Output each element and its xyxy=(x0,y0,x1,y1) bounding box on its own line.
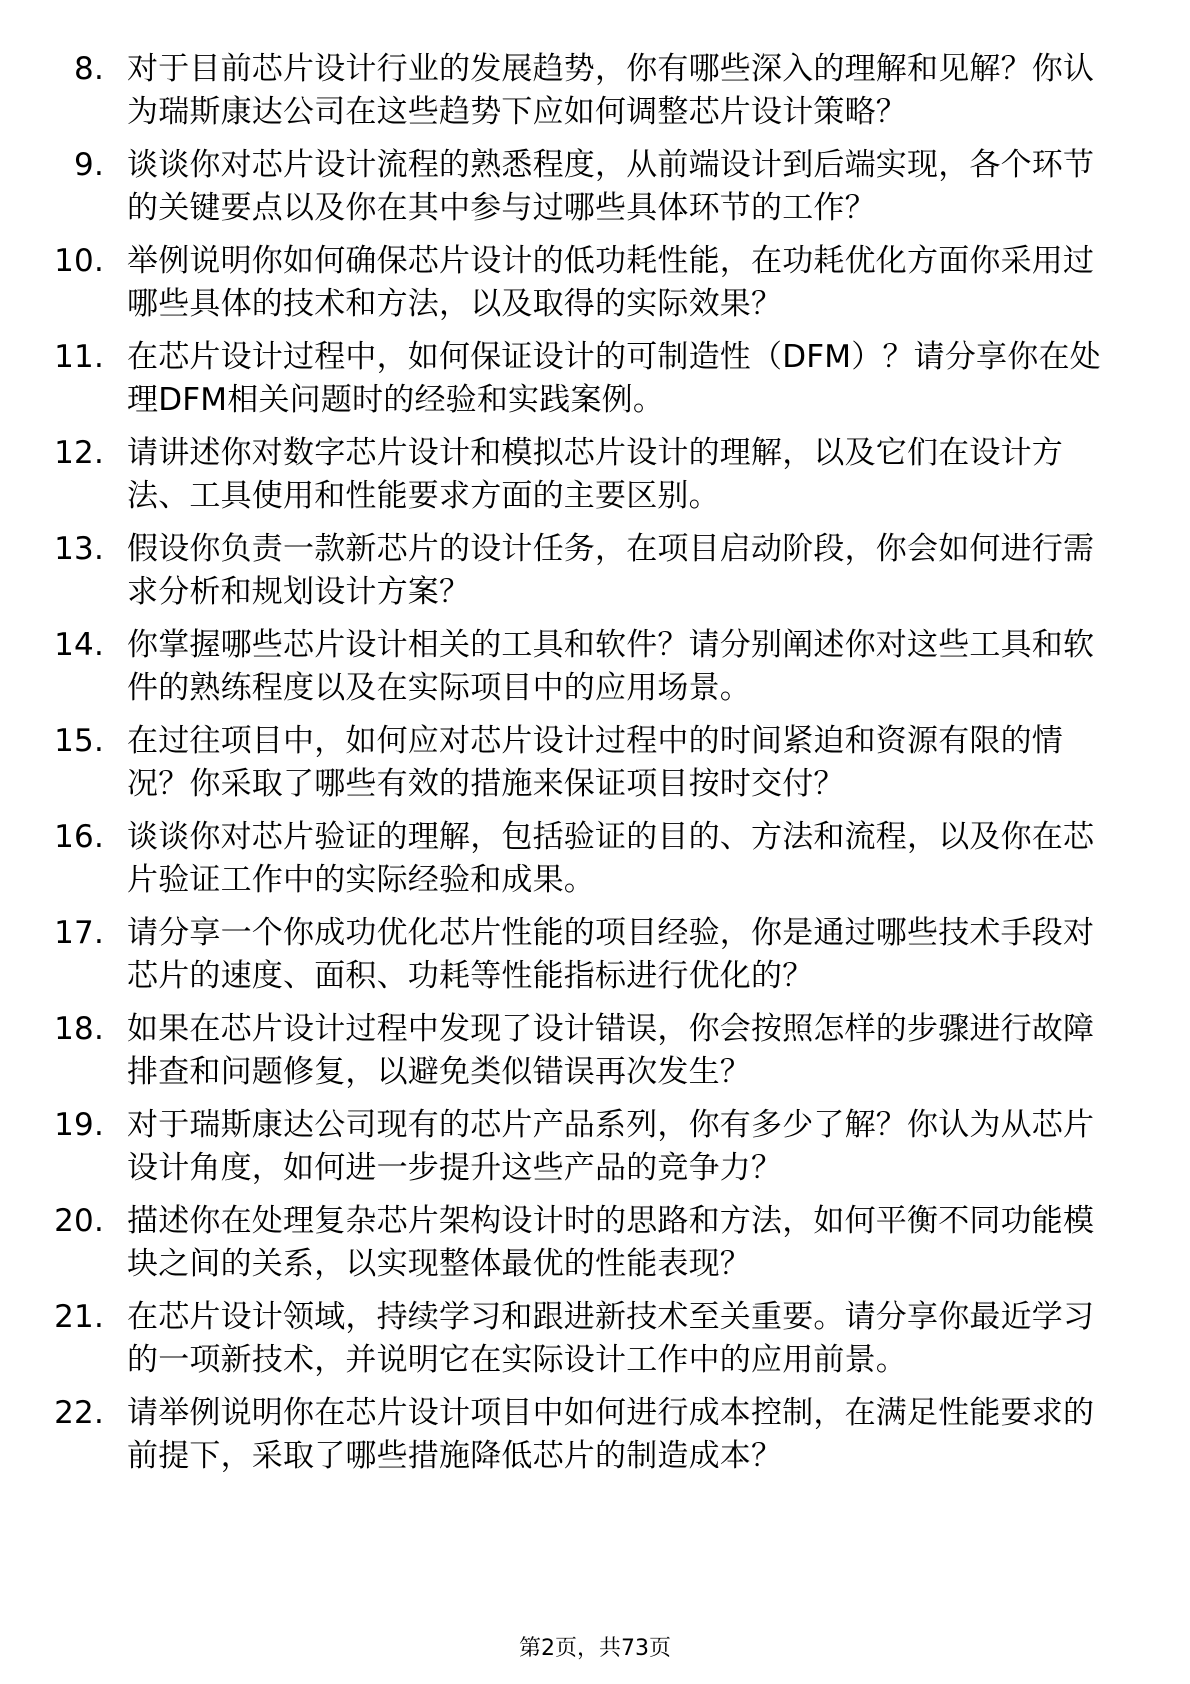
question-number: 8. xyxy=(74,51,104,87)
list-item xyxy=(0,528,1190,614)
question-text: 你掌握哪些芯片设计相关的工具和软件？请分别阐述你对这些工具和软件的熟练程度以及在实际项目中的应用场景。 xyxy=(127,627,1095,706)
list-item xyxy=(0,144,1190,230)
list-item xyxy=(0,240,1190,326)
question-list xyxy=(0,48,1190,1488)
question-number: 15. xyxy=(54,723,104,759)
question-text: 谈谈你对芯片设计流程的熟悉程度，从前端设计到后端实现，各个环节的关键要点以及你在其中参与过哪些具体环节的工作？ xyxy=(127,147,1095,226)
question-text: 对于目前芯片设计行业的发展趋势，你有哪些深入的理解和见解？你认为瑞斯康达公司在这些趋势下应如何调整芯片设计策略？ xyxy=(127,51,1095,130)
question-number: 17. xyxy=(54,915,104,951)
question-number: 18. xyxy=(54,1011,104,1047)
list-item xyxy=(0,720,1190,806)
question-text: 谈谈你对芯片验证的理解，包括验证的目的、方法和流程，以及你在芯片验证工作中的实际经验和成果。 xyxy=(127,819,1095,898)
list-item xyxy=(0,1104,1190,1190)
list-item xyxy=(0,1008,1190,1094)
question-number: 10. xyxy=(54,243,104,279)
question-text: 在过往项目中，如何应对芯片设计过程中的时间紧迫和资源有限的情况？你采取了哪些有效的措施来保证项目按时交付？ xyxy=(127,723,1063,802)
question-text: 对于瑞斯康达公司现有的芯片产品系列，你有多少了解？你认为从芯片设计角度，如何进一步提升这些产品的竞争力？ xyxy=(127,1107,1095,1186)
list-item xyxy=(0,816,1190,902)
list-item xyxy=(0,624,1190,710)
question-text: 举例说明你如何确保芯片设计的低功耗性能，在功耗优化方面你采用过哪些具体的技术和方法，以及取得的实际效果？ xyxy=(127,243,1095,322)
question-text: 假设你负责一款新芯片的设计任务，在项目启动阶段，你会如何进行需求分析和规划设计方案？ xyxy=(127,531,1095,610)
question-number: 19. xyxy=(54,1107,104,1143)
question-text: 在芯片设计过程中，如何保证设计的可制造性（DFM）？请分享你在处理DFM相关问题时的经验和实践案例。 xyxy=(127,339,1101,418)
list-item xyxy=(0,1296,1190,1382)
question-text: 请举例说明你在芯片设计项目中如何进行成本控制，在满足性能要求的前提下，采取了哪些措施降低芯片的制造成本？ xyxy=(127,1395,1095,1474)
question-text: 请分享一个你成功优化芯片性能的项目经验，你是通过哪些技术手段对芯片的速度、面积、功耗等性能指标进行优化的？ xyxy=(127,915,1095,994)
question-number: 9. xyxy=(74,147,104,183)
question-text: 如果在芯片设计过程中发现了设计错误，你会按照怎样的步骤进行故障排查和问题修复，以避免类似错误再次发生？ xyxy=(127,1011,1095,1090)
question-number: 20. xyxy=(54,1203,104,1239)
question-number: 22. xyxy=(54,1395,104,1431)
question-number: 13. xyxy=(54,531,104,567)
question-number: 14. xyxy=(54,627,104,663)
list-item xyxy=(0,432,1190,518)
question-text: 在芯片设计领域，持续学习和跟进新技术至关重要。请分享你最近学习的一项新技术，并说明它在实际设计工作中的应用前景。 xyxy=(127,1299,1095,1378)
question-number: 12. xyxy=(54,435,104,471)
question-number: 11. xyxy=(54,339,104,375)
question-text: 描述你在处理复杂芯片架构设计时的思路和方法，如何平衡不同功能模块之间的关系，以实现整体最优的性能表现？ xyxy=(127,1203,1095,1282)
question-number: 21. xyxy=(54,1299,104,1335)
list-item xyxy=(0,1200,1190,1286)
list-item xyxy=(0,912,1190,998)
list-item xyxy=(0,48,1190,134)
question-number: 16. xyxy=(54,819,104,855)
page-number-footer: 第2页，共73页 xyxy=(519,1636,671,1661)
list-item xyxy=(0,1392,1190,1478)
list-item xyxy=(0,336,1190,422)
question-text: 请讲述你对数字芯片设计和模拟芯片设计的理解，以及它们在设计方法、工具使用和性能要求方面的主要区别。 xyxy=(127,435,1063,514)
